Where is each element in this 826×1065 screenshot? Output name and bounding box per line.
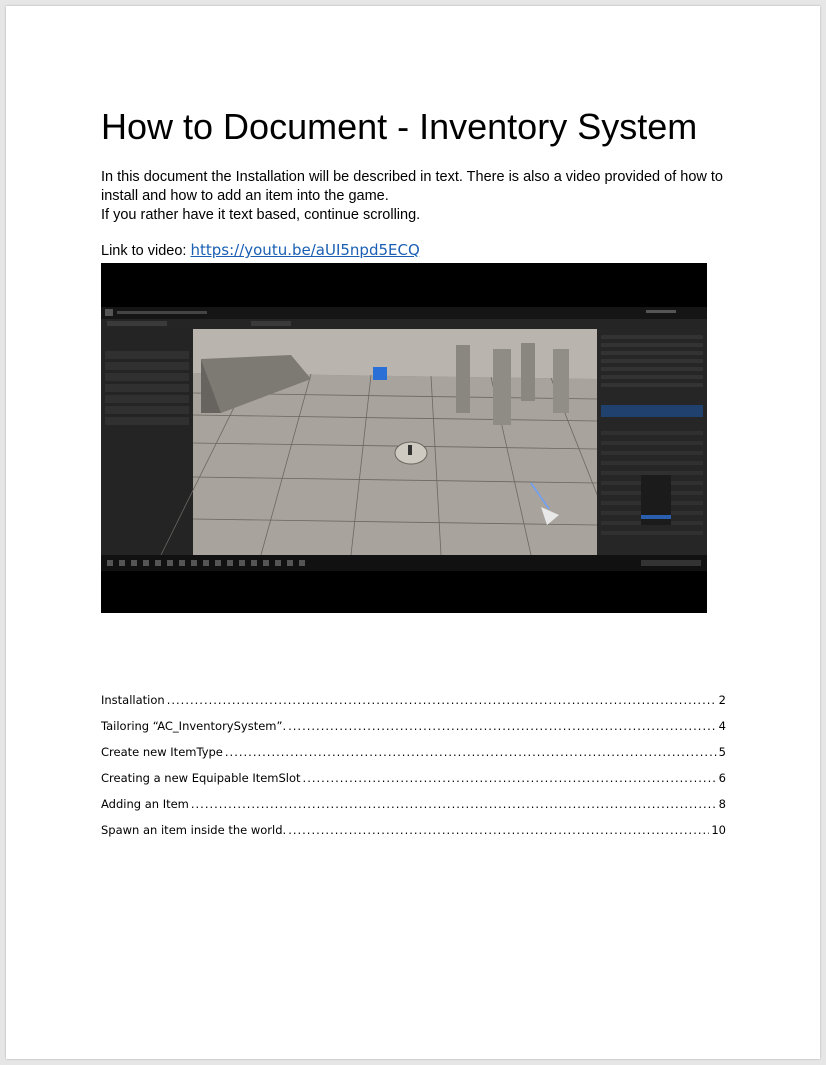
toc-entry[interactable] bbox=[101, 693, 726, 719]
video-link-label: Link to video: bbox=[101, 243, 191, 259]
table-of-contents bbox=[101, 693, 726, 849]
page-title: How to Document - Inventory System bbox=[101, 106, 698, 147]
toc-leader-dots bbox=[225, 745, 717, 759]
toc-entry-page: 6 bbox=[718, 771, 726, 785]
toc-leader-dots bbox=[288, 719, 717, 733]
intro-text bbox=[101, 168, 731, 225]
toc-entry-label: Adding an Item bbox=[101, 797, 189, 811]
editor-screenshot bbox=[101, 263, 707, 613]
editor-toolbar bbox=[101, 319, 707, 329]
toc-leader-dots bbox=[303, 771, 717, 785]
editor-logo-icon bbox=[105, 309, 113, 316]
toc-entry-label: Tailoring “AC_InventorySystem”. bbox=[101, 719, 287, 733]
toc-entry[interactable] bbox=[101, 797, 726, 823]
toc-entry[interactable] bbox=[101, 745, 726, 771]
toc-entry-label: Spawn an item inside the world. bbox=[101, 823, 287, 837]
viewport-blue-cube bbox=[373, 367, 387, 380]
viewport-pillar bbox=[493, 349, 511, 425]
toc-entry[interactable] bbox=[101, 823, 726, 849]
video-thumbnail[interactable] bbox=[101, 263, 707, 613]
toc-entry-page: 4 bbox=[718, 719, 726, 733]
toc-entry-label: Create new ItemType bbox=[101, 745, 223, 759]
viewport-pillar bbox=[521, 343, 535, 401]
viewport-pillar bbox=[456, 345, 470, 413]
toc-entry-page: 10 bbox=[711, 823, 726, 837]
toc-leader-dots bbox=[167, 693, 717, 707]
intro-paragraph-2: If you rather have it text based, continue scrolling. bbox=[101, 207, 421, 223]
toc-entry[interactable] bbox=[101, 719, 726, 745]
viewport-pillar bbox=[553, 349, 569, 413]
toc-entry-page: 2 bbox=[718, 693, 726, 707]
intro-paragraph-1: In this document the Installation will be described in text. There is also a video provided of how to install and how to add an item into the game. bbox=[101, 169, 723, 204]
toc-leader-dots bbox=[288, 823, 709, 837]
toc-entry-label: Installation bbox=[101, 693, 165, 707]
video-link[interactable]: https://youtu.be/aUI5npd5ECQ bbox=[190, 241, 420, 259]
toc-entry-label: Creating a new Equipable ItemSlot bbox=[101, 771, 301, 785]
document-page bbox=[6, 6, 820, 1059]
toc-entry-page: 5 bbox=[718, 745, 726, 759]
toc-leader-dots bbox=[191, 797, 717, 811]
video-link-line bbox=[101, 241, 420, 259]
toc-entry-page: 8 bbox=[718, 797, 726, 811]
toc-entry[interactable] bbox=[101, 771, 726, 797]
